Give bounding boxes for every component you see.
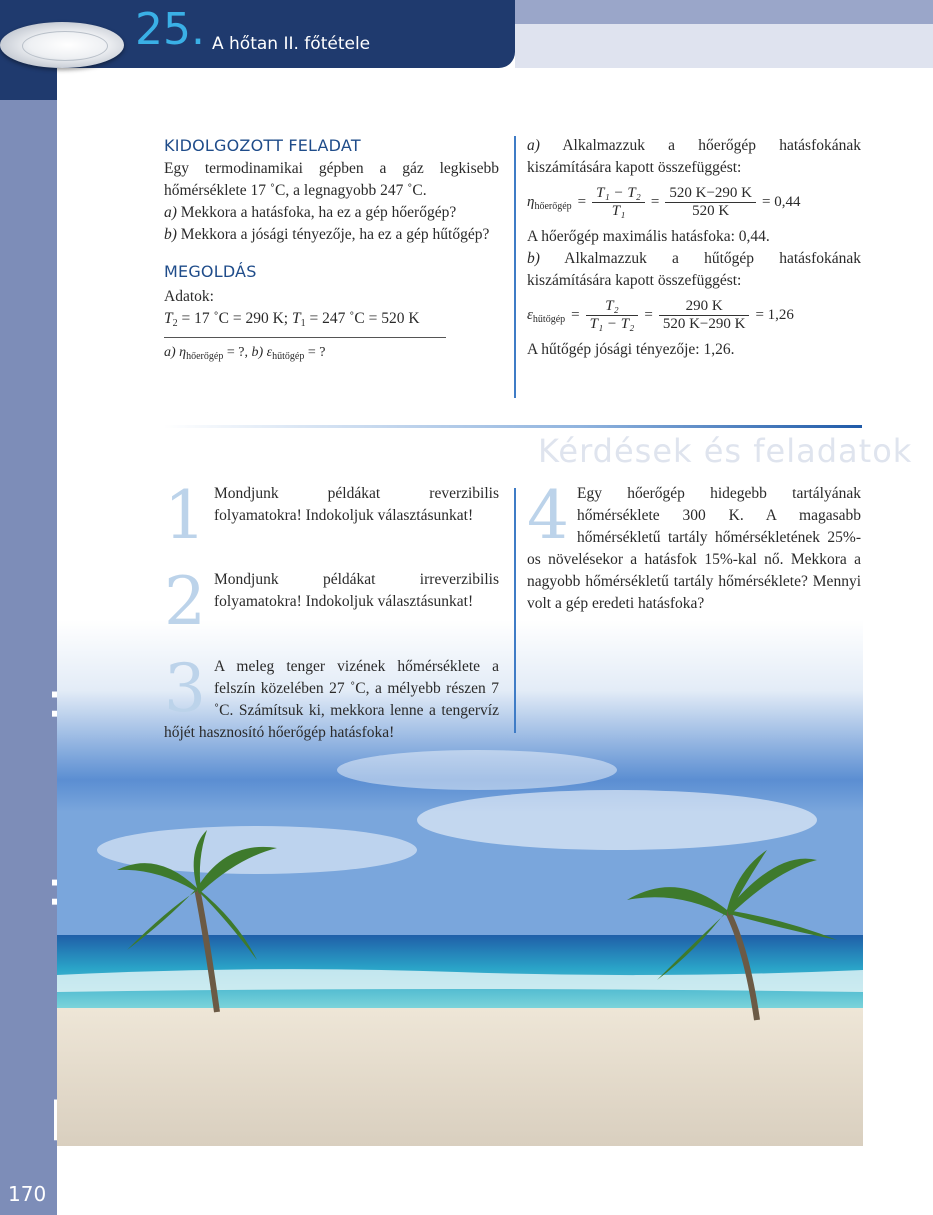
given-t2-sub: 2 (172, 318, 178, 329)
eq-sign: = (650, 194, 660, 210)
eq-sign: = (644, 307, 653, 323)
chapter-number: 25. (135, 4, 205, 55)
unknowns (164, 342, 499, 368)
data-label: Adatok: (164, 288, 214, 305)
eps-sub: hűtőgép (532, 313, 566, 325)
answer-b-body: Alkalmazzuk a hűtőgép hatásfokának kiszámítására kapott összefüggést: (527, 250, 861, 289)
question-number: 1 (164, 477, 206, 554)
question-number: 3 (164, 650, 206, 727)
question-2 (164, 563, 499, 640)
frac-num: 290 K (659, 298, 750, 316)
question-4 (527, 477, 861, 615)
given-t2: T (164, 310, 173, 327)
question-text: Egy hőerőgép hidegebb tartályának hőmérséklete 300 K. A magasabb hőmérsékletű tartály hőmérsékletének 25%-os növelésekor a hatásfok 15%-kal nő. Mekkora a nagyobb hőmérsékletű tartály hőmérséklete? Mennyi volt a gép eredeti hatásfoka? (527, 485, 861, 612)
section-separator (164, 425, 862, 428)
eps-fraction-symbolic (586, 298, 639, 333)
worked-text: Egy termodinamikai gépben a gáz legkisebb hőmérséklete 17 ˚C, a legnagyobb 247 ˚C. (164, 160, 499, 199)
frac-num: T₁ − T₂ (592, 185, 645, 203)
eta-sub: hőerőgép (534, 200, 572, 212)
eq-sign: = (577, 194, 587, 210)
question-number: 2 (164, 563, 206, 640)
question-text: Mondjunk példákat irreverzibilis folyamatokra! Indokoljuk választásunkat! (214, 571, 499, 610)
question-text: Mondjunk példákat reverzibilis folyamatokra! Indokoljuk választásunkat! (214, 485, 499, 524)
answer-a-label: a) (527, 137, 540, 154)
chapter-title: A hőtan II. főtétele (212, 34, 371, 54)
unknown-eps: b) ε (251, 345, 273, 360)
question-text: A meleg tenger vizének hőmérséklete a felszín közelében 27 ˚C, a mélyebb részen 7 ˚C. Számítsuk ki, mekkora lenne a tengervíz hőjét hasznosító hőerőgép hatásfoka! (164, 658, 499, 741)
given-t1-val: = 247 ˚C = 520 K (305, 310, 420, 327)
given-values (164, 308, 446, 338)
worked-question-b (164, 224, 499, 246)
column-divider (514, 136, 516, 398)
solution-answer (527, 135, 861, 361)
frac-den: T₁ (611, 203, 626, 219)
given-t1: T (291, 310, 301, 327)
eq-sign: = (571, 307, 580, 323)
given-t1-sub: 1 (300, 318, 306, 329)
answer-a-body: Alkalmazzuk a hőerőgép hatásfokának kiszámítására kapott összefüggést: (527, 137, 861, 176)
eta-fraction-symbolic (592, 185, 645, 220)
eta-symbol: η (527, 193, 535, 210)
qa-label: a) (164, 204, 177, 221)
frac-den: T₁ − T₂ (589, 316, 635, 332)
frac-num: T₂ (586, 298, 639, 316)
worked-example (164, 136, 499, 368)
questions-heading: Kérdések és feladatok (538, 432, 913, 470)
qb-label: b) (164, 226, 177, 243)
cloud (337, 750, 617, 790)
qb-text: Mekkora a jósági tényezője, ha ez a gép hűtőgép? (180, 226, 490, 243)
unknown-eps-sub: hűtőgép (272, 351, 305, 362)
given-t2-val: = 17 ˚C = 290 K; (177, 310, 292, 327)
eps-formula (527, 298, 861, 333)
answer-b-label: b) (527, 250, 540, 267)
unknown-eta-val: = ?, (223, 345, 248, 360)
eps-fraction-numeric (659, 298, 750, 333)
header-stripe-bottom (515, 24, 933, 68)
frac-den: 520 K (692, 203, 730, 219)
eta-formula (527, 185, 861, 220)
header-stripe-top (515, 0, 933, 24)
question-1 (164, 477, 499, 554)
questions-divider (514, 488, 516, 733)
frac-num: 520 K−290 K (665, 185, 756, 203)
plate-rim (22, 31, 108, 61)
solution-heading: MEGOLDÁS (164, 262, 257, 281)
cloud (417, 790, 817, 850)
eta-fraction-numeric (665, 185, 756, 220)
eps-symbol: ε (527, 306, 533, 323)
unknown-eps-val: = ? (304, 345, 326, 360)
qa-text: Mekkora a hatásfoka, ha ez a gép hőerőgép? (180, 204, 457, 221)
answer-b-text (527, 248, 861, 292)
eps-result: = 1,26 (755, 307, 794, 323)
worked-heading: KIDOLGOZOTT FELADAT (164, 136, 361, 155)
answer-b-result: A hűtőgép jósági tényezője: 1,26. (527, 341, 735, 358)
answer-a-text (527, 135, 861, 179)
unknown-eta: a) η (164, 345, 187, 360)
worked-question-a (164, 202, 499, 224)
answer-a-result: A hőerőgép maximális hatásfoka: 0,44. (527, 228, 770, 245)
frac-den: 520 K−290 K (662, 316, 746, 332)
eta-result: = 0,44 (761, 194, 801, 210)
question-3 (164, 650, 499, 744)
question-number: 4 (527, 477, 569, 554)
unknown-eta-sub: hőerőgép (186, 351, 224, 362)
page-number: 170 (8, 1182, 47, 1206)
sand (57, 1008, 863, 1146)
